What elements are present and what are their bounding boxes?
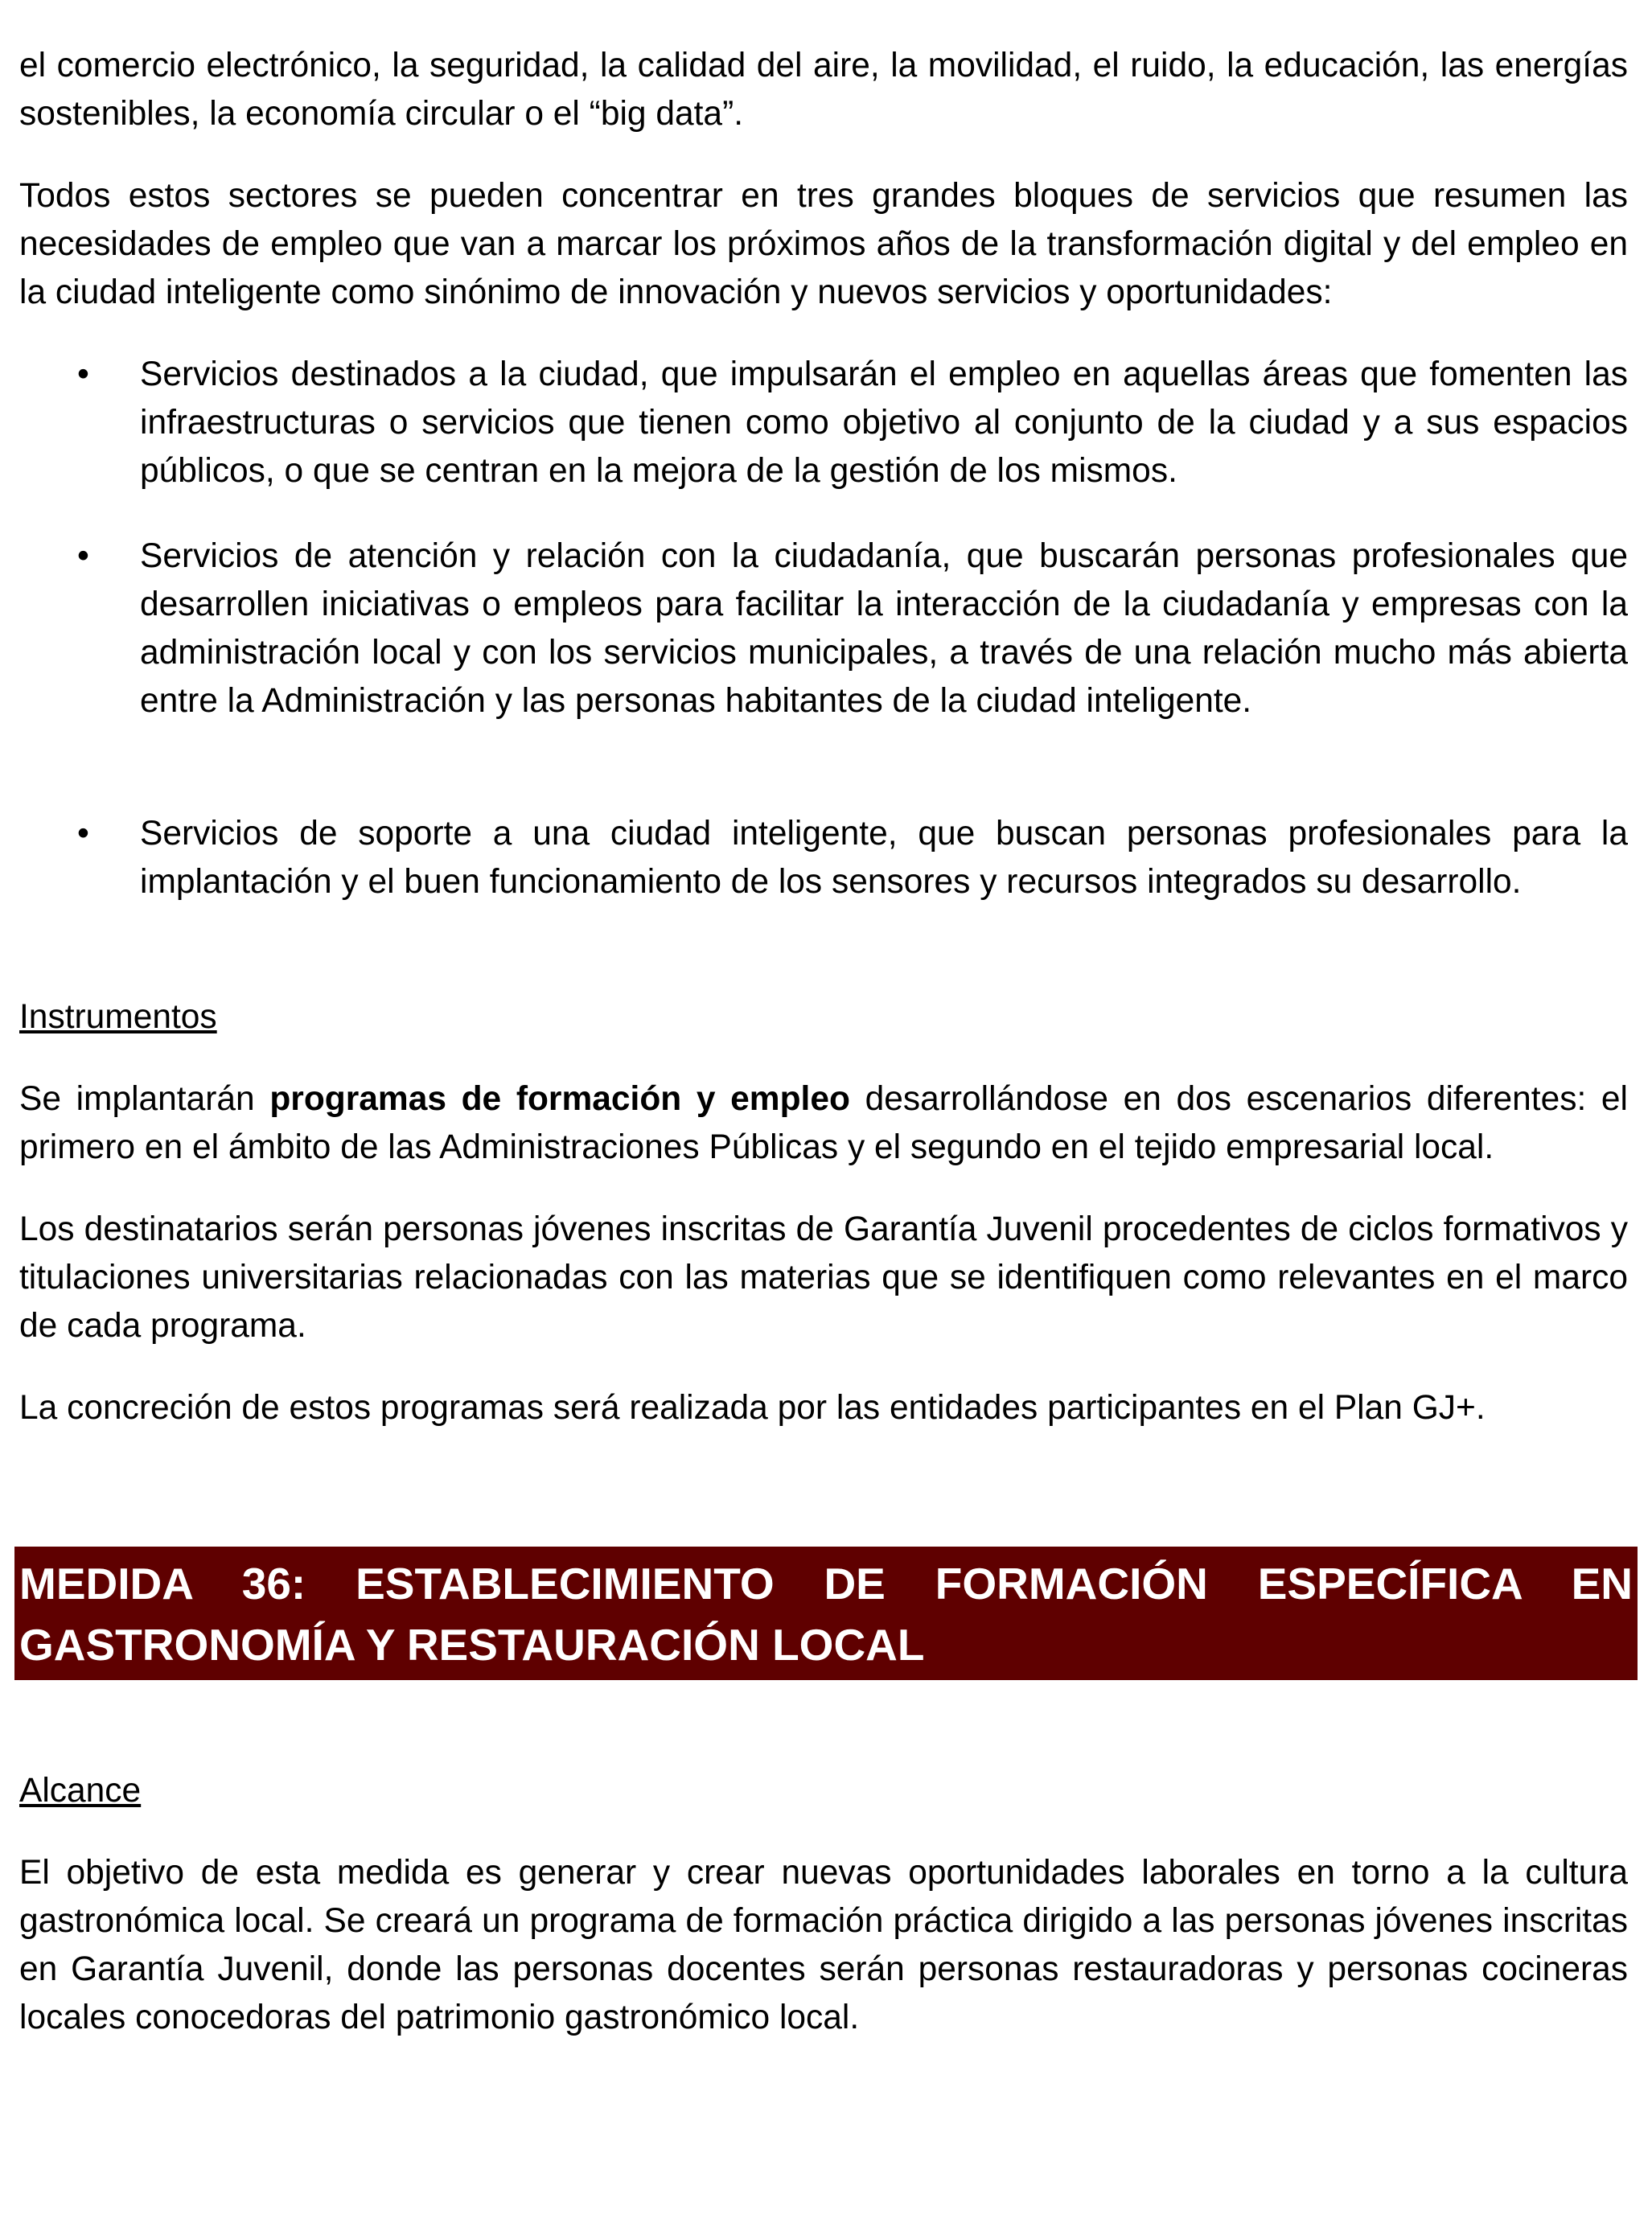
bullet-icon: • [77, 537, 89, 575]
bullet-icon: • [77, 815, 89, 853]
instrumentos-p1-before: Se implantarán [19, 1080, 270, 1118]
intro-paragraph-1: el comercio electrónico, la seguridad, la calidad del aire, la movilidad, el ruido, la educación, las energías sostenibles, la economía circular o el “big data”. [19, 47, 1628, 133]
instrumentos-heading: Instrumentos [19, 998, 217, 1036]
bullet-text: Servicios de atención y relación con la ciudadanía, que buscarán personas profesionales que desarrollen iniciativas o empleos para facilitar la interacción de la ciudadanía y empresas con la administración local y con los servicios municipales, a través de una relación mucho más abierta entre la Administración y las personas habitantes de la ciudad inteligente. [140, 537, 1628, 720]
bullet-item-citizen-services [19, 532, 1628, 725]
bullet-item-city-services [19, 351, 1628, 495]
instrumentos-paragraph-3: La concreción de estos programas será realizada por las entidades participantes en el Plan GJ+. [19, 1389, 1486, 1427]
services-bullet-list [19, 351, 1628, 906]
intro-paragraph-2: Todos estos sectores se pueden concentrar en tres grandes bloques de servicios que resumen las necesidades de empleo que van a marcar los próximos años de la transformación digital y del empleo en la ciudad inteligente como sinónimo de innovación y nuevos servicios y oportunidades: [19, 177, 1628, 311]
instrumentos-p1-after: desarrollándose en dos escenarios diferentes: el primero en el ámbito de las Administraciones Públicas y el segundo en el tejido empresarial local. [19, 1080, 1628, 1166]
instrumentos-paragraph-1 [19, 1075, 1628, 1172]
medida-36-title-banner: MEDIDA 36: ESTABLECIMIENTO DE FORMACIÓN ESPECÍFICA EN GASTRONOMÍA Y RESTAURACIÓN LOCAL [14, 1547, 1638, 1680]
bullet-icon: • [77, 355, 89, 393]
bullet-text: Servicios de soporte a una ciudad inteligente, que buscan personas profesionales para la implantación y el buen funcionamiento de los sensores y recursos integrados su desarrollo. [140, 815, 1628, 901]
bullet-item-support-services [19, 810, 1628, 906]
instrumentos-paragraph-2: Los destinatarios serán personas jóvenes inscritas de Garantía Juvenil procedentes de ciclos formativos y titulaciones universitarias relacionadas con las materias que se identifiquen como relevantes en el marco de cada programa. [19, 1210, 1628, 1345]
alcance-heading: Alcance [19, 1772, 142, 1810]
document-page [19, 42, 1633, 2042]
instrumentos-p1-bold: programas de formación y empleo [269, 1080, 850, 1118]
bullet-text: Servicios destinados a la ciudad, que impulsarán el empleo en aquellas áreas que fomenten las infraestructuras o servicios que tienen como objetivo al conjunto de la ciudad y a sus espacios públicos, o que se centran en la mejora de la gestión de los mismos. [140, 355, 1628, 490]
alcance-paragraph: El objetivo de esta medida es generar y crear nuevas oportunidades laborales en torno a la cultura gastronómica local. Se creará un programa de formación práctica dirigido a las personas jóvenes inscritas en Garantía Juvenil, donde las personas docentes serán personas restauradoras y personas cocineras locales conocedoras del patrimonio gastronómico local. [19, 1854, 1628, 2036]
